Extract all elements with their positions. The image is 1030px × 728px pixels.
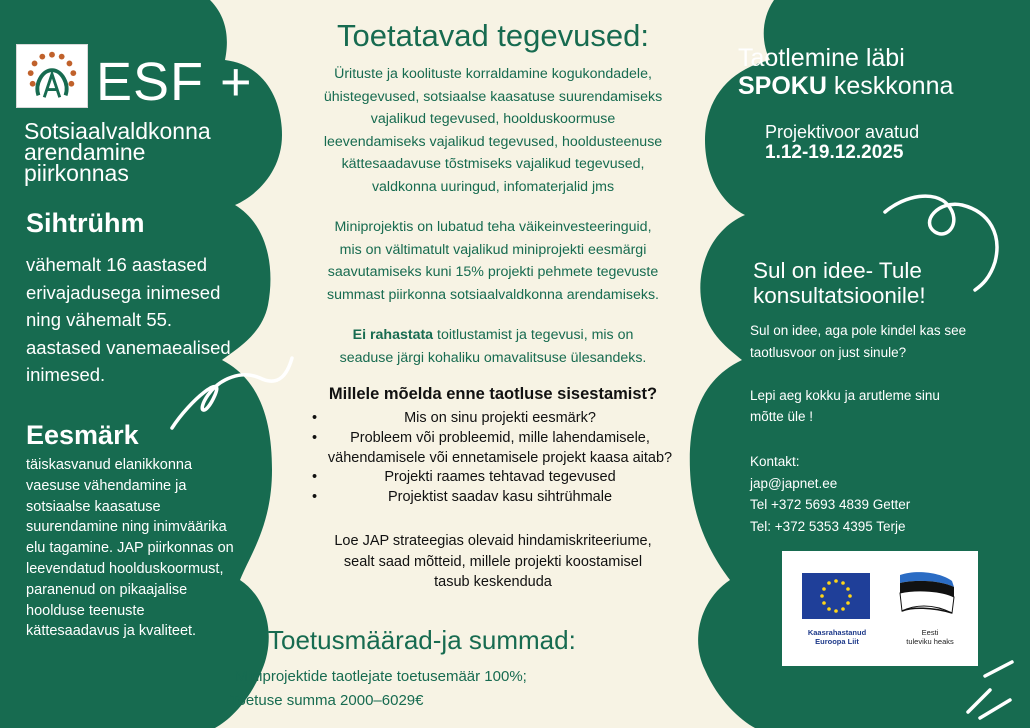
- subtitle-line: arendamine: [24, 139, 146, 165]
- target-group-heading: Sihtrühm: [26, 208, 145, 238]
- text-line: elu tagamine. JAP piirkonnas on: [26, 540, 234, 557]
- text-fragment: toitlustamist ja tegevusi, mis on: [433, 327, 634, 343]
- text-line: vajalikud tegevused, hoolduskoormuse: [370, 111, 616, 127]
- caption-line: Euroopa Liit: [815, 637, 859, 646]
- subtitle-line: piirkonnas: [24, 160, 129, 186]
- supported-activities-title: Toetatavad tegevused:: [337, 18, 649, 53]
- text-line: summast piirkonna sotsiaalvaldkonna arendamiseks.: [327, 286, 659, 303]
- text-line: ühistegevused, sotsiaalse kaasatuse suurendamiseks: [323, 88, 663, 105]
- round-dates: 1.12-19.12.2025: [765, 142, 904, 163]
- esf-logo: [16, 44, 88, 108]
- text-line: erivajadusega inimesed: [26, 281, 221, 303]
- questions-heading: Millele mõelda enne taotluse sisestamist?: [328, 385, 658, 403]
- list-item: [306, 429, 686, 469]
- text-line: konsultatsioonile!: [753, 283, 926, 308]
- text-line: inimesed.: [26, 364, 106, 385]
- text-line: Sul on idee, aga pole kindel kas see: [750, 323, 967, 338]
- question-text: Projekti raames tehtavad tegevused: [384, 469, 616, 486]
- text-line: leevendamiseks vajalikud tegevused, hooldusteenuse: [323, 133, 663, 150]
- text-line: hoolduse teenuste: [26, 602, 145, 619]
- goal-heading: Eesmärk: [26, 420, 139, 450]
- text-line: mõtte üle !: [750, 409, 814, 424]
- logo-icon: [17, 45, 87, 107]
- supported-activities-text: [213, 63, 773, 198]
- text-line: leevendatud hoolduskoormust,: [26, 560, 224, 577]
- text-line: seaduse järgi kohaliku omavalitsuse ülesandeks.: [339, 349, 647, 366]
- text-line: ning vähemalt 55.: [26, 309, 173, 330]
- caption-line: Eesti: [921, 628, 939, 637]
- text-line: aastased vanemaealised: [26, 336, 231, 358]
- text-line: kättesaadavus ja kvaliteet.: [26, 623, 197, 640]
- caption-line: tuleviku heaks: [906, 637, 954, 646]
- rates-title: Toetusmäärad-ja summad:: [268, 625, 576, 655]
- question-text: Mis on sinu projekti eesmärk?: [404, 410, 596, 426]
- contact-phone[interactable]: Tel: +372 5353 4395 Terje: [750, 518, 906, 534]
- estonia-caption: [890, 628, 970, 646]
- not-funded-text: [213, 324, 773, 369]
- bullet-icon: •: [312, 489, 318, 506]
- eu-caption: [792, 628, 882, 646]
- text-line: Lepi aeg kokku ja arutleme sinu: [750, 387, 940, 403]
- consultation-title: [753, 258, 1013, 308]
- contact-email[interactable]: jap@japnet.ee: [750, 475, 838, 491]
- investments-text: [213, 216, 773, 306]
- question-text: Probleem või probleemid, mille lahendamisele, vähendamisele või ennetamisele projekt kaasa aitab?: [327, 429, 673, 466]
- support-amount-text: Toetuse summa 2000–6029€: [230, 692, 424, 709]
- subtitle-line: Sotsiaalvaldkonna: [24, 118, 211, 144]
- text-line: vaesuse vähendamine ja: [26, 477, 187, 494]
- spoku-label: SPOKU: [738, 72, 827, 100]
- text-line: paranenud on pikaajalise: [26, 581, 188, 598]
- text-line: mis on vältimatult vajalikud miniprojekti eesmärgi: [339, 241, 647, 258]
- text-line: suurendamine ning inimväärika: [26, 519, 227, 536]
- round-open-label: Projektivoor avatud: [765, 122, 920, 142]
- text-line: [750, 363, 980, 385]
- bullet-icon: •: [312, 410, 318, 426]
- funders-logos: [782, 551, 978, 666]
- consultation-text: [750, 320, 980, 428]
- text-line: taotlusvoor on just sinule?: [750, 344, 907, 360]
- bullet-icon: •: [312, 469, 318, 486]
- text-line: Taotlemine läbi: [738, 44, 905, 72]
- questions-list: [306, 409, 686, 508]
- bullet-icon: •: [312, 429, 318, 446]
- list-item: [306, 409, 686, 429]
- text-line: tasub keskenduda: [434, 574, 552, 590]
- list-item: [306, 468, 686, 488]
- text-line: Ürituste ja koolituste korraldamine kogukondadele,: [334, 66, 652, 82]
- text-line: Loe JAP strateegias olevaid hindamiskriteeriume,: [334, 533, 652, 549]
- contact-block: [750, 451, 990, 537]
- text-line: kättesaadavuse tõstmiseks vajalikud tegevused,: [341, 156, 645, 172]
- text-line: sealt saad mõtteid, millele projekti koostamisel: [343, 553, 643, 570]
- text-line: [213, 324, 773, 347]
- text-line: [738, 72, 1018, 100]
- strategy-note: [213, 531, 773, 593]
- support-rate-text: Miniprojektide taotlejate toetusemäär 100%;: [235, 668, 527, 685]
- text-line: valdkonna uuringud, infomaterjalid jms: [371, 178, 615, 195]
- contact-phone[interactable]: Tel +372 5693 4839 Getter: [750, 497, 911, 512]
- question-text: Projektist saadav kasu sihtrühmale: [387, 489, 613, 506]
- contact-label: Kontakt:: [750, 454, 800, 469]
- text-line: saavutamiseks kuni 15% projekti pehmete tegevuste: [327, 264, 659, 280]
- not-funded-label: Ei rahastata: [352, 327, 434, 343]
- text-line: Sul on idee- Tule: [753, 258, 922, 283]
- text-fragment: keskkonna: [826, 72, 954, 100]
- estonia-flag-icon: [900, 572, 954, 613]
- text-line: sotsiaalse kaasatuse: [26, 498, 161, 515]
- text-line: vähemalt 16 aastased: [26, 254, 208, 275]
- caption-line: Kaasrahastanud: [807, 628, 867, 637]
- application-title: [738, 44, 1018, 100]
- esf-title: ESF +: [96, 52, 253, 112]
- funder-logo-graphics: [782, 551, 978, 666]
- list-item: [306, 488, 686, 508]
- text-line: Miniprojektis on lubatud teha väikeinvesteeringuid,: [334, 219, 652, 235]
- text-line: täiskasvanud elanikkonna: [26, 457, 193, 473]
